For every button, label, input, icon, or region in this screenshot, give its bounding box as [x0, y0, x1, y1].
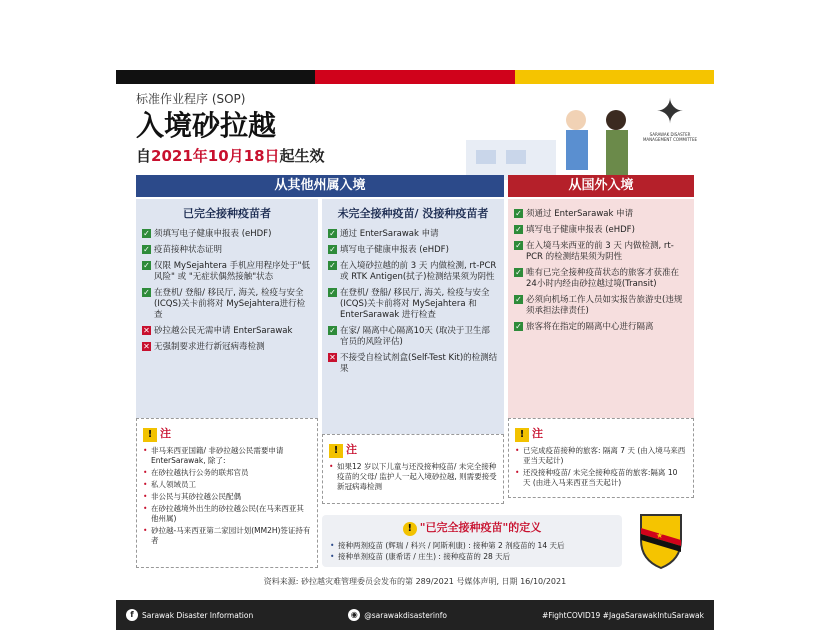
footer	[116, 600, 714, 630]
list-item-text: 在入境马来西亚的前 3 天 内做检测, rt-PCR 的检测结果须为阴性	[526, 241, 674, 262]
page-title: 入境砂拉越	[136, 109, 277, 142]
list-item	[142, 261, 312, 283]
list-item-text: 砂拉越公民无需申请 EnterSarawak	[154, 326, 293, 336]
list-item-text: 唯有已完全接种疫苗状态的旅客才获准在24小时内经由砂拉越过境(Transit)	[526, 268, 680, 289]
international-column	[508, 199, 694, 439]
list-item-text: 填写电子健康申报表 (eHDF)	[340, 245, 449, 255]
warning-icon: !	[403, 522, 417, 536]
check-icon: ✓	[515, 241, 522, 250]
list-item	[514, 322, 688, 333]
note2-list	[329, 462, 497, 492]
note-item: • 在砂拉越执行公务的联邦官员	[143, 468, 311, 478]
note-domestic-vaccinated	[136, 418, 318, 568]
list-item-text: 疫苗接种状态证明	[154, 245, 223, 255]
check-icon: ✓	[515, 295, 522, 304]
check-icon: ✓	[143, 288, 150, 297]
list-item-text: 须通过 EnterSarawak 申请	[526, 209, 634, 219]
definition-list	[330, 540, 614, 562]
cross-icon: ✕	[329, 353, 336, 362]
not-vaccinated-title: 未完全接种疫苗/ 没接种疫苗者	[337, 207, 489, 220]
list-item	[142, 245, 312, 256]
note-item: • 非公民与其砂拉越公民配偶	[143, 492, 311, 502]
list-item	[514, 209, 688, 220]
warning-icon: !	[143, 428, 157, 442]
list-item-text: 须填写电子健康申报表 (eHDF)	[154, 229, 272, 239]
note-item: • 私人领域员工	[143, 480, 311, 490]
check-icon: ✓	[143, 245, 150, 254]
list-item	[328, 229, 498, 240]
international-list	[514, 209, 688, 333]
list-item-text: 必须向机场工作人员如实报告旅游史(违规须承担法律责任)	[526, 295, 683, 316]
note-item: • 已完成疫苗接种的旅客: 隔离 7 天 (由入境马来西亚当天起计)	[515, 446, 687, 466]
list-item	[514, 295, 688, 317]
warning-icon: !	[515, 428, 529, 442]
international-heading: 从国外入境	[508, 175, 694, 197]
list-item-text: 仅限 MySejahtera 手机应用程序处于"低风险" 或 "无症状偶然接触"状态	[154, 261, 311, 282]
list-item	[328, 288, 498, 321]
list-item	[514, 268, 688, 290]
definition-box	[322, 515, 622, 567]
list-item-text: 无强制要求进行新冠病毒检测	[154, 342, 265, 352]
cross-icon: ✕	[143, 342, 150, 351]
note-item: • 在砂拉越境外出生的砂拉越公民(在马来西亚其他州属)	[143, 504, 311, 524]
list-item	[142, 326, 312, 337]
list-item	[142, 229, 312, 240]
note-title: ! 注	[143, 425, 311, 442]
check-icon: ✓	[515, 225, 522, 234]
check-icon: ✓	[515, 209, 522, 218]
list-item	[328, 326, 498, 348]
check-icon: ✓	[329, 288, 336, 297]
warning-icon: !	[329, 444, 343, 458]
check-icon: ✓	[515, 268, 522, 277]
sop-label: 标准作业程序 (SOP)	[136, 92, 246, 106]
fully-vaccinated-column	[136, 199, 318, 439]
list-item	[514, 241, 688, 263]
list-item	[328, 353, 498, 375]
flag-stripe	[116, 70, 714, 84]
note-title: ! 注	[515, 425, 687, 442]
sdmc-logo	[640, 92, 700, 152]
instagram-icon: ◉	[348, 609, 360, 621]
list-item-text: 通过 EnterSarawak 申请	[340, 229, 439, 239]
list-item	[328, 245, 498, 256]
list-item	[142, 288, 312, 321]
check-icon: ✓	[329, 326, 336, 335]
check-icon: ✓	[143, 229, 150, 238]
check-icon: ✓	[515, 322, 522, 331]
poster	[116, 70, 714, 630]
note-item: • 如果12 岁以下儿童与还没接种疫苗/ 未完全接种疫苗的父母/ 监护人一起入境砂拉越, 则需要接受新冠病毒检测	[329, 462, 497, 492]
note-international	[508, 418, 694, 498]
health-worker-illustration	[456, 90, 646, 180]
note-item: • 还没接种疫苗/ 未完全接种疫苗的旅客:隔离 10 天 (由进入马来西亚当天起计)	[515, 468, 687, 488]
list-item-text: 在家/ 隔离中心隔离10天 (取决于卫生部官员的风险评估)	[340, 326, 490, 347]
list-item-text: 旅客将在指定的隔离中心进行隔离	[526, 322, 654, 332]
list-item-text: 在登机/ 登船/ 移民厅, 海关, 检疫与安全(ICQS)关卡前将对 MySejahtera进行检查	[154, 288, 306, 320]
fully-vaccinated-title: 已完全接种疫苗者	[183, 207, 271, 220]
logo-text: SARAWAK DISASTER MANAGEMENT COMMITTEE	[642, 132, 698, 142]
hashtags: #FightCOVID19 #JagaSarawakIntuSarawak	[542, 610, 704, 620]
list-item	[514, 225, 688, 236]
source-note: 资料来源: 砂拉越灾难管理委员会发布的第 289/2021 号媒体声明, 日期 16/10/2021	[263, 577, 567, 586]
facebook-icon: f	[126, 609, 138, 621]
check-icon: ✓	[329, 245, 336, 254]
effective-date: 自2021年10月18日起生效	[136, 147, 325, 165]
note-item: • 非马来西亚国籍/ 非砂拉越公民需要申请 EnterSarawak, 除了:	[143, 446, 311, 466]
facebook-link[interactable]: f Sarawak Disaster Information	[126, 609, 253, 621]
check-icon: ✓	[329, 229, 336, 238]
instagram-link[interactable]: ◉ @sarawakdisasterinfo	[348, 609, 447, 621]
list-item-text: 在入境砂拉越的前 3 天 内做检测, rt-PCR 或 RTK Antigen(拭子)检测结果须为阴性	[340, 261, 497, 282]
domestic-heading: 从其他州属入境	[136, 175, 504, 197]
definition-item: • 接种两剂疫苗 (辉瑞 / 科兴 / 阿斯利康) : 接种第 2 剂疫苗的 14 天后	[330, 540, 614, 551]
check-icon: ✓	[143, 261, 150, 270]
cross-icon: ✕	[143, 326, 150, 335]
hornbill-crest-icon: ✦	[655, 92, 685, 132]
check-icon: ✓	[329, 261, 336, 270]
list-item-text: 在登机/ 登船/ 移民厅, 海关, 检疫与安全(ICQS)关卡前将对 MySejahtera 和 EnterSarawak 进行检查	[340, 288, 490, 320]
list-item	[328, 261, 498, 283]
definition-item: • 接种单剂疫苗 (康希诺 / 庄生) : 接种疫苗的 28 天后	[330, 551, 614, 562]
list-item-text: 填写电子健康申报表 (eHDF)	[526, 225, 635, 235]
note-domestic-unvaccinated	[322, 434, 504, 504]
note-title: ! 注	[329, 441, 497, 458]
note-item: • 砂拉越-马来西亚第二家园计划(MM2H)签证持有者	[143, 526, 311, 546]
not-vaccinated-column	[322, 199, 504, 439]
sarawak-flag-shield-icon	[636, 510, 686, 570]
note1-list	[143, 446, 311, 546]
note3-list	[515, 446, 687, 488]
definition-title: ! "已完全接种疫苗"的定义	[330, 519, 614, 536]
not-vaccinated-list	[328, 229, 498, 375]
svg-text:★: ★	[656, 531, 664, 540]
fully-vaccinated-list	[142, 229, 312, 353]
list-item-text: 不接受自检试剂盒(Self-Test Kit)的检测结果	[340, 353, 498, 374]
list-item	[142, 342, 312, 353]
